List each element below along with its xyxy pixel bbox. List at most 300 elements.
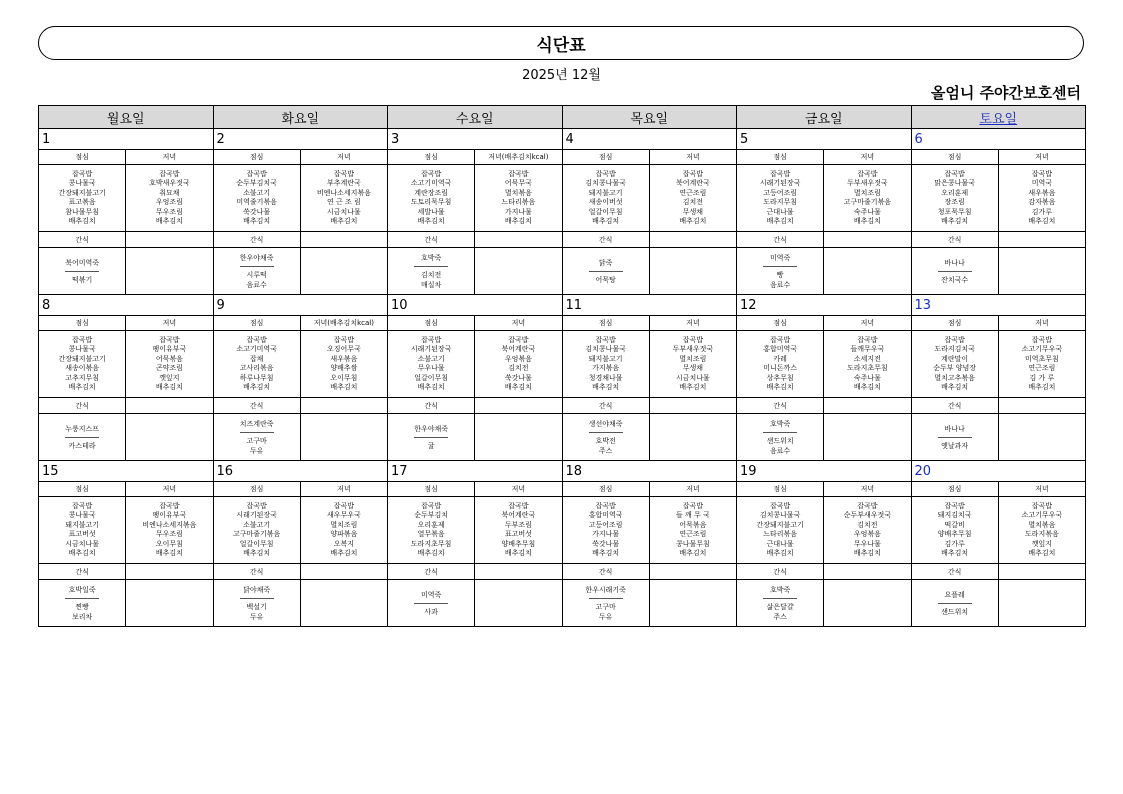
meal-header-row — [39, 316, 1086, 331]
snack-label-empty — [649, 398, 736, 414]
snack-item: 치즈계란죽 — [239, 419, 274, 428]
menu-item: 배추김치 — [417, 549, 445, 557]
menu-item: 잡곡밥 — [944, 501, 965, 510]
dinner-menu-cell — [824, 497, 911, 564]
lunch-label: 점심 — [39, 482, 126, 497]
snack-header-row — [39, 564, 1086, 580]
menu-item: 잡곡밥 — [769, 169, 791, 178]
menu-item: 간장돼지불고기 — [756, 520, 804, 529]
menu-item: 배추김치 — [941, 383, 969, 391]
menu-item: 잡곡밥 — [944, 335, 965, 344]
snack-separator — [938, 271, 972, 272]
lunch-menu-cell — [737, 497, 824, 564]
menu-item: 열무볶음 — [417, 530, 445, 538]
menu-item: 표고버섯 — [504, 530, 532, 538]
dinner-label: 저녁 — [300, 150, 387, 165]
menu-item: 배추김치 — [68, 217, 96, 225]
snack-cell — [562, 580, 649, 627]
date-cell: 20 — [911, 461, 1086, 482]
menu-item: 미역초무침 — [1024, 354, 1059, 363]
dinner-menu-cell — [649, 497, 736, 564]
menu-item: 어묵볶음 — [679, 520, 707, 529]
menu-item: 콩나물국 — [68, 179, 96, 187]
snack-item: 바나나 — [944, 258, 965, 267]
menu-item: 잡곡밥 — [508, 335, 529, 344]
menu-item: 깻잎지 — [159, 373, 180, 382]
snack-item: 호박전 — [595, 436, 616, 445]
snack-separator — [240, 266, 274, 267]
menu-item: 무생채 — [682, 364, 704, 372]
menu-item: 돼지불고기 — [588, 354, 623, 363]
menu-item: 떡갈비 — [944, 520, 965, 529]
snack-separator — [414, 603, 448, 604]
snack-cell — [737, 248, 824, 295]
meal-items-row — [39, 331, 1086, 398]
month-label: 2025년 12월 — [522, 68, 601, 83]
menu-item: 두부새우젓국 — [847, 179, 888, 187]
snack-cell-empty — [824, 248, 911, 295]
menu-item: 배추김치 — [1028, 383, 1056, 391]
snack-label-empty — [824, 232, 911, 248]
lunch-label: 점심 — [911, 482, 998, 497]
menu-item: 양파볶음 — [330, 530, 358, 538]
menu-item: 깻잎지 — [1031, 539, 1053, 548]
dinner-label: 저녁 — [475, 316, 562, 331]
snack-row — [39, 414, 1086, 461]
menu-item: 감자볶음 — [1028, 198, 1056, 206]
snack-cell-empty — [824, 580, 911, 627]
menu-item: 근대나물 — [766, 539, 794, 548]
snack-cell-empty — [300, 248, 387, 295]
menu-item: 배추김치 — [417, 383, 445, 391]
menu-item: 미역국 — [1031, 179, 1053, 187]
menu-item: 배추김치 — [155, 383, 183, 391]
menu-item: 배추김치 — [243, 383, 271, 391]
dinner-menu-cell — [475, 331, 562, 398]
menu-item: 순두부 양념장 — [933, 364, 977, 372]
menu-item: 고구마줄기볶음 — [232, 530, 281, 538]
lunch-label: 점심 — [388, 482, 475, 497]
snack-item: 삶은달걀 — [766, 602, 794, 611]
dinner-menu-cell — [475, 165, 562, 232]
menu-item: 들깨무우국 — [850, 345, 885, 353]
menu-item: 새우볶음 — [1028, 188, 1056, 197]
snack-label: 간식 — [562, 398, 649, 414]
snack-item: 바나나 — [944, 424, 965, 433]
menu-item: 오이무침 — [330, 373, 358, 382]
date-cell: 11 — [562, 295, 737, 316]
menu-item: 표고버섯 — [68, 530, 96, 538]
menu-item: 김치콩나물국 — [585, 345, 626, 353]
snack-item: 미역죽 — [769, 253, 791, 262]
menu-item: 양배추쌈 — [330, 364, 358, 372]
lunch-label: 점심 — [213, 150, 300, 165]
menu-item: 도라지초무침 — [410, 539, 452, 548]
snack-separator — [763, 266, 797, 267]
snack-separator — [938, 603, 972, 604]
lunch-label: 점심 — [562, 316, 649, 331]
menu-item: 배추김치 — [766, 217, 794, 225]
menu-item: 잡곡밥 — [333, 501, 355, 510]
lunch-label: 점심 — [562, 482, 649, 497]
menu-item: 북어계란국 — [501, 511, 536, 519]
menu-item: 비엔나소세지볶음 — [142, 520, 197, 529]
menu-item: 들 깨 무 국 — [676, 511, 710, 519]
snack-label-empty — [824, 398, 911, 414]
menu-item: 두부조림 — [504, 520, 532, 529]
lunch-menu-cell — [562, 497, 649, 564]
weekday-header: 목요일 — [562, 106, 737, 129]
menu-item: 도라지무침 — [763, 198, 798, 206]
snack-item: 호박죽 — [420, 253, 442, 262]
snack-item: 김치전 — [420, 270, 442, 279]
snack-label: 간식 — [737, 232, 824, 248]
menu-item: 김치콩나물국 — [759, 511, 801, 519]
snack-label-empty — [998, 232, 1085, 248]
menu-item: 김치콩나물국 — [585, 179, 626, 187]
menu-item: 장조림 — [944, 198, 965, 206]
snack-row — [39, 580, 1086, 627]
menu-item: 배추김치 — [504, 383, 532, 391]
lunch-label: 점심 — [737, 482, 824, 497]
menu-item: 연근조림 — [679, 530, 707, 538]
menu-item: 고등어조림 — [763, 188, 798, 197]
dinner-label: 저녁 — [649, 316, 736, 331]
menu-item: 쑥갓나물 — [592, 539, 620, 548]
snack-separator — [763, 598, 797, 599]
menu-item: 김가루 — [1031, 207, 1053, 216]
dinner-label: 저녁 — [824, 316, 911, 331]
snack-cell — [737, 414, 824, 461]
lunch-label: 점심 — [213, 316, 300, 331]
menu-item: 계란장조림 — [414, 188, 449, 197]
menu-item: 팽이유부국 — [152, 511, 187, 519]
snack-cell — [911, 580, 998, 627]
dinner-menu-cell — [300, 497, 387, 564]
date-cell: 16 — [213, 461, 388, 482]
menu-item: 잡채 — [249, 354, 264, 363]
snack-item: 호박죽 — [769, 419, 791, 428]
snack-cell-empty — [475, 414, 562, 461]
menu-item: 근대나물 — [766, 207, 794, 216]
snack-label-empty — [300, 564, 387, 580]
menu-item: 시래기된장국 — [410, 345, 452, 353]
date-cell: 15 — [39, 461, 214, 482]
dinner-menu-cell — [824, 331, 911, 398]
menu-item: 잡곡밥 — [246, 501, 267, 510]
menu-item: 배추김치 — [941, 217, 969, 225]
snack-item: 음료수 — [769, 446, 791, 455]
snack-cell — [213, 248, 300, 295]
menu-item: 도라지초무침 — [847, 364, 888, 372]
menu-item: 소고기미역국 — [410, 179, 452, 187]
dinner-label: 저녁 — [649, 150, 736, 165]
menu-item: 곤약조림 — [155, 364, 183, 372]
lunch-menu-cell — [39, 165, 126, 232]
lunch-menu-cell — [911, 165, 998, 232]
menu-item: 콩나물국 — [68, 345, 96, 353]
snack-item: 백설기 — [246, 602, 267, 611]
snack-label: 간식 — [737, 564, 824, 580]
menu-item: 숙주나물 — [853, 373, 881, 382]
snack-label: 간식 — [388, 232, 475, 248]
date-cell: 9 — [213, 295, 388, 316]
menu-item: 잡곡밥 — [420, 501, 442, 510]
menu-item: 무우나물 — [417, 364, 445, 372]
snack-cell-empty — [998, 580, 1085, 627]
snack-item: 호박죽 — [769, 585, 791, 594]
date-row — [39, 461, 1086, 482]
menu-item: 얼갈이무침 — [239, 539, 274, 548]
snack-item: 떡볶기 — [71, 275, 93, 284]
menu-item: 멸치볶음 — [1028, 520, 1056, 529]
menu-item: 배추김치 — [766, 549, 794, 557]
menu-item: 멸치볶음 — [504, 188, 532, 197]
snack-cell — [388, 248, 475, 295]
menu-item: 김치전 — [682, 198, 704, 206]
menu-item: 오복지 — [333, 539, 355, 548]
snack-item: 두유 — [249, 446, 264, 455]
menu-item: 잡곡밥 — [595, 169, 616, 178]
snack-label: 간식 — [911, 564, 998, 580]
snack-item: 닭야채죽 — [243, 585, 271, 594]
date-cell: 8 — [39, 295, 214, 316]
menu-item: 잡곡밥 — [857, 335, 878, 344]
menu-item: 콩나물무침 — [675, 539, 710, 548]
weekday-header: 금요일 — [737, 106, 912, 129]
date-cell: 1 — [39, 129, 214, 150]
lunch-label: 점심 — [39, 316, 126, 331]
dinner-label: 저녁(배추김치kcal) — [300, 316, 387, 331]
menu-item: 배추김치 — [853, 217, 881, 225]
menu-item: 시금치나물 — [675, 373, 710, 382]
snack-label-empty — [126, 398, 213, 414]
menu-item: 잡곡밥 — [71, 335, 93, 344]
menu-item: 돼지불고기 — [65, 520, 100, 529]
snack-separator — [240, 432, 274, 433]
menu-item: 배추김치 — [941, 549, 969, 557]
menu-item: 새송이볶음 — [65, 364, 100, 372]
date-row — [39, 129, 1086, 150]
menu-item: 숙주나물 — [853, 207, 881, 216]
menu-item: 연 근 조 림 — [327, 198, 361, 206]
menu-item: 얼갈이무침 — [414, 373, 449, 382]
menu-item: 오리훈제 — [941, 188, 969, 197]
lunch-menu-cell — [388, 165, 475, 232]
menu-item: 시래기된장국 — [759, 179, 801, 187]
dinner-label: 저녁 — [824, 150, 911, 165]
dinner-label: 저녁 — [824, 482, 911, 497]
menu-item: 쑥갓나물 — [504, 373, 532, 382]
snack-label: 간식 — [562, 564, 649, 580]
snack-label: 간식 — [388, 564, 475, 580]
menu-item: 멸치조림 — [679, 354, 707, 363]
snack-label: 간식 — [562, 232, 649, 248]
lunch-menu-cell — [737, 331, 824, 398]
snack-cell — [213, 414, 300, 461]
menu-item: 느타리볶음 — [763, 530, 798, 538]
date-cell: 19 — [737, 461, 912, 482]
menu-item: 취묘채 — [159, 188, 180, 197]
snack-separator — [65, 437, 99, 438]
snack-label: 간식 — [39, 232, 126, 248]
menu-item: 가지나물 — [504, 207, 532, 216]
snack-label-empty — [475, 564, 562, 580]
dinner-label: 저녁(배추김치kcal) — [475, 150, 562, 165]
menu-item: 두부새우젓국 — [672, 345, 714, 353]
snack-label: 간식 — [39, 398, 126, 414]
lunch-label: 점심 — [388, 316, 475, 331]
date-cell: 6 — [911, 129, 1086, 150]
snack-cell-empty — [126, 414, 213, 461]
snack-item: 사과 — [424, 607, 438, 616]
dinner-label: 저녁 — [998, 316, 1085, 331]
menu-item: 잡곡밥 — [1031, 501, 1053, 510]
menu-item: 잡곡밥 — [682, 335, 704, 344]
snack-separator — [589, 271, 623, 272]
snack-cell — [911, 248, 998, 295]
snack-item: 샌드위치 — [941, 607, 969, 616]
lunch-menu-cell — [39, 331, 126, 398]
menu-item: 우엉볶음 — [853, 530, 881, 538]
menu-item: 호박새우젓국 — [149, 179, 190, 187]
snack-cell-empty — [126, 580, 213, 627]
menu-item: 고사리볶음 — [239, 364, 274, 372]
snack-item: 두유 — [598, 612, 613, 621]
snack-item: 고구마 — [246, 436, 267, 445]
snack-separator — [414, 437, 448, 438]
snack-item: 고구마 — [595, 602, 616, 611]
menu-item: 배추김치 — [592, 549, 620, 557]
date-row — [39, 295, 1086, 316]
center-name: 올엄니 주야간보호센터 — [930, 84, 1081, 102]
snack-cell-empty — [300, 580, 387, 627]
menu-item: 배추김치 — [155, 549, 183, 557]
menu-item: 고추지무침 — [65, 373, 100, 382]
menu-item: 잡곡밥 — [159, 335, 180, 344]
snack-label: 간식 — [213, 398, 300, 414]
snack-separator — [938, 437, 972, 438]
menu-item: 얼갈이무침 — [588, 207, 623, 216]
dinner-menu-cell — [649, 331, 736, 398]
dinner-menu-cell — [126, 331, 213, 398]
menu-item: 배추김치 — [592, 383, 620, 391]
menu-item: 느타리볶음 — [501, 198, 536, 206]
snack-cell-empty — [649, 580, 736, 627]
snack-label: 간식 — [39, 564, 126, 580]
menu-item: 배추김치 — [68, 549, 96, 557]
menu-item: 잡곡밥 — [508, 501, 529, 510]
snack-item: 한우야채죽 — [414, 424, 449, 433]
snack-item: 카스테라 — [68, 441, 96, 450]
snack-cell — [39, 414, 126, 461]
menu-item: 오이무침 — [155, 539, 183, 548]
lunch-label: 점심 — [39, 150, 126, 165]
menu-item: 도토리묵무침 — [410, 198, 452, 206]
menu-item: 간장돼지불고기 — [58, 354, 106, 363]
menu-item: 상추무침 — [766, 373, 794, 382]
snack-label: 간식 — [737, 398, 824, 414]
snack-header-row — [39, 232, 1086, 248]
menu-item: 어묵무국 — [504, 179, 532, 187]
snack-cell-empty — [649, 248, 736, 295]
dinner-menu-cell — [126, 165, 213, 232]
menu-item: 우엉조림 — [155, 198, 183, 206]
menu-item: 잡곡밥 — [595, 501, 616, 510]
snack-cell — [39, 580, 126, 627]
menu-item: 멸치조림 — [330, 520, 358, 529]
snack-item: 누룽지스프 — [65, 424, 100, 433]
menu-item: 양배추무침 — [501, 539, 536, 548]
snack-item: 한우야채죽 — [239, 253, 274, 262]
snack-label-empty — [824, 564, 911, 580]
snack-item: 어묵탕 — [595, 275, 616, 284]
dinner-menu-cell — [824, 165, 911, 232]
weekday-header: 월요일 — [39, 106, 214, 129]
menu-item: 배추김치 — [766, 383, 794, 391]
lunch-label: 점심 — [388, 150, 475, 165]
weekday-header-row — [39, 106, 1086, 129]
menu-item: 잡곡밥 — [159, 501, 180, 510]
snack-label-empty — [475, 398, 562, 414]
menu-item: 김치전 — [508, 364, 529, 372]
menu-item: 도라지볶음 — [1024, 530, 1059, 538]
snack-cell — [388, 580, 475, 627]
menu-item: 무우조림 — [155, 207, 183, 216]
menu-item: 시금치나물 — [65, 539, 100, 548]
menu-item: 고등어조림 — [588, 520, 623, 529]
snack-item: 주스 — [773, 612, 787, 621]
snack-item: 시루떡 — [246, 270, 267, 279]
menu-item: 잡곡밥 — [769, 501, 791, 510]
snack-cell — [562, 248, 649, 295]
snack-separator — [589, 432, 623, 433]
lunch-menu-cell — [39, 497, 126, 564]
menu-item: 멸치고추볶음 — [934, 373, 975, 382]
menu-item: 배추김치 — [853, 383, 881, 391]
dinner-label: 저녁 — [998, 150, 1085, 165]
snack-item: 잔치국수 — [941, 275, 969, 284]
dinner-label: 저녁 — [126, 482, 213, 497]
snack-label-empty — [998, 398, 1085, 414]
dinner-label: 저녁 — [475, 482, 562, 497]
dinner-menu-cell — [300, 165, 387, 232]
snack-separator — [240, 598, 274, 599]
menu-item: 배추김치 — [155, 217, 183, 225]
menu-item: 양배추무침 — [937, 530, 972, 538]
snack-item: 귤 — [427, 441, 435, 450]
menu-item: 도라지김치국 — [934, 345, 975, 353]
menu-item: 잡곡밥 — [944, 169, 965, 178]
menu-item: 배추김치 — [243, 549, 271, 557]
menu-item: 쑥갓나물 — [243, 207, 271, 216]
menu-item: 참나물무침 — [65, 207, 100, 216]
menu-item: 배추김치 — [330, 217, 358, 225]
menu-item: 소고기미역국 — [236, 345, 277, 353]
menu-item: 표고볶음 — [68, 198, 96, 206]
menu-item: 잡곡밥 — [682, 169, 704, 178]
lunch-label: 점심 — [911, 316, 998, 331]
lunch-menu-cell — [213, 497, 300, 564]
lunch-label: 점심 — [737, 150, 824, 165]
menu-item: 청경채나물 — [588, 373, 623, 382]
menu-item: 콩나물국 — [68, 511, 96, 519]
menu-item: 소고기무우국 — [1021, 345, 1063, 353]
snack-separator — [65, 598, 99, 599]
dinner-menu-cell — [649, 165, 736, 232]
menu-item: 우엉볶음 — [504, 354, 532, 363]
menu-item: 배추김치 — [330, 549, 358, 557]
